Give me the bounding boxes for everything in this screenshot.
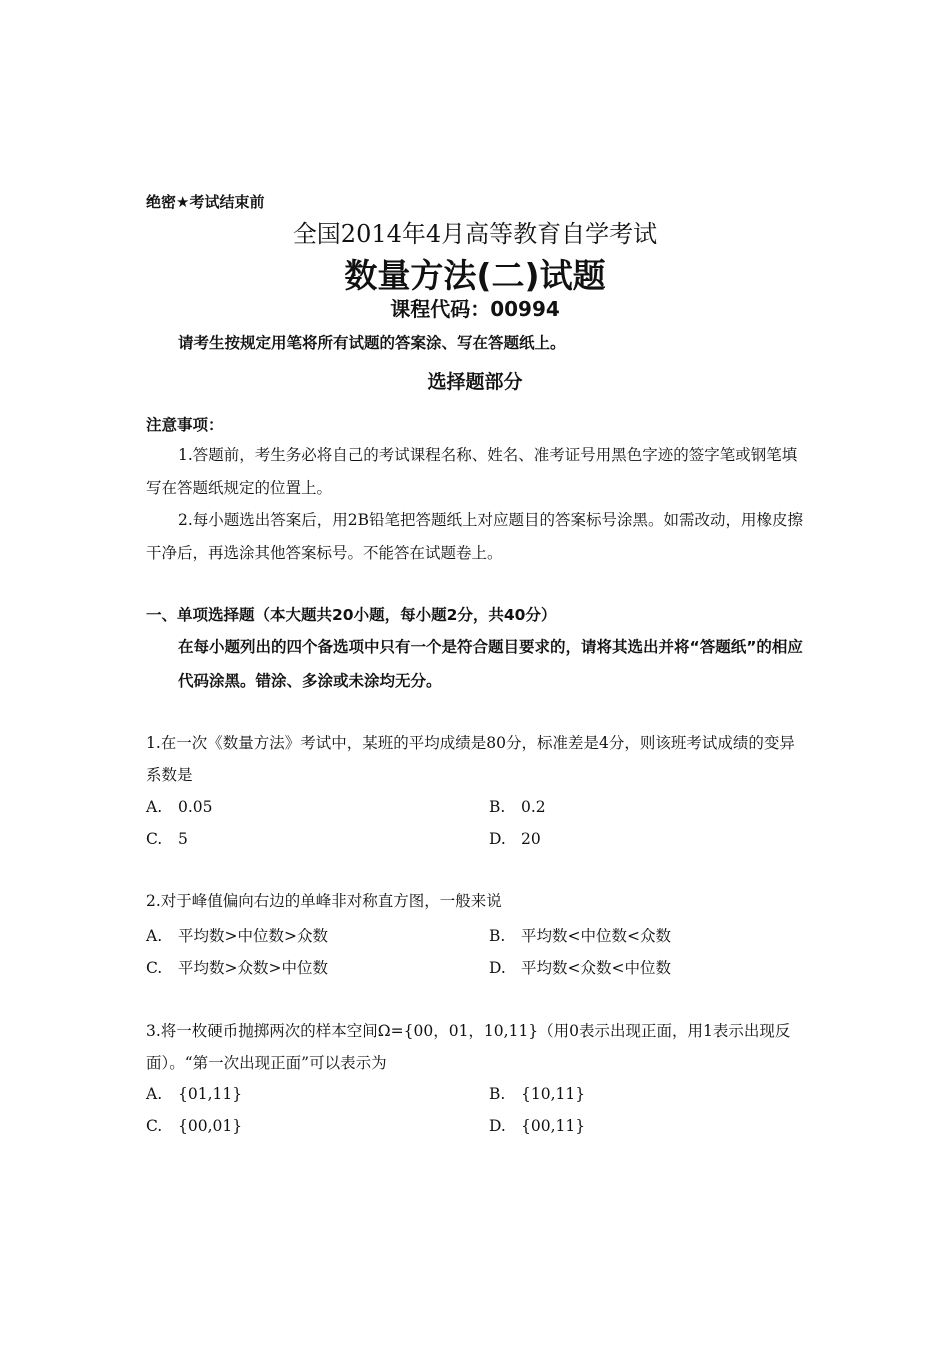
question-3-stem: 3.将一枚硬币抛掷两次的样本空间Ω={00，01，10,11}（用0表示出现正面，用1表示出现反面）。“第一次出现正面”可以表示为 xyxy=(146,1022,791,1072)
option-letter: D. xyxy=(489,1117,506,1135)
option-text: 0.2 xyxy=(521,798,546,816)
section-heading: 一、单项选择题（本大题共20小题，每小题2分，共40分） xyxy=(146,606,557,624)
option-text: {01,11} xyxy=(178,1085,243,1103)
option-letter: A. xyxy=(146,1085,163,1103)
part-title: 选择题部分 xyxy=(427,371,523,393)
option-letter: B. xyxy=(489,1085,506,1103)
option-text: 平均数<中位数<众数 xyxy=(521,927,671,945)
question-2-option-c xyxy=(146,956,328,978)
question-2-option-a xyxy=(146,924,328,946)
option-letter: C. xyxy=(146,830,163,848)
option-letter: C. xyxy=(146,1117,163,1135)
question-3-option-c xyxy=(146,1117,242,1135)
question-1-stem: 1.在一次《数量方法》考试中，某班的平均成绩是80分，标准差是4分，则该班考试成绩的变异系数是 xyxy=(146,734,795,784)
option-text: 5 xyxy=(178,830,188,848)
question-3-option-b xyxy=(489,1085,585,1103)
option-text: 平均数<众数<中位数 xyxy=(521,959,671,977)
option-letter: C. xyxy=(146,959,163,977)
option-letter: B. xyxy=(489,798,506,816)
question-1-option-b xyxy=(489,798,546,816)
question-3-option-a xyxy=(146,1085,242,1103)
note-item-2: 2.每小题选出答案后，用2B铅笔把答题纸上对应题目的答案标号涂黑。如需改动，用橡皮擦干净后，再选涂其他答案标号。不能答在试题卷上。 xyxy=(146,511,804,562)
option-letter: A. xyxy=(146,927,163,945)
course-code: 课程代码：00994 xyxy=(390,297,560,321)
section-description: 在每小题列出的四个备选项中只有一个是符合题目要求的，请将其选出并将“答题纸”的相应代码涂黑。错涂、多涂或未涂均无分。 xyxy=(178,638,803,690)
option-text: 平均数>众数>中位数 xyxy=(178,959,328,977)
option-text: {00,11} xyxy=(521,1117,586,1135)
notes-heading: 注意事项： xyxy=(146,416,224,434)
question-3-option-d xyxy=(489,1117,585,1135)
option-text: {00,01} xyxy=(178,1117,243,1135)
question-2-option-b xyxy=(489,924,671,946)
option-letter: B. xyxy=(489,927,506,945)
question-2-stem: 2.对于峰值偏向右边的单峰非对称直方图，一般来说 xyxy=(146,892,502,910)
option-text: 0.05 xyxy=(178,798,213,816)
exam-title: 全国2014年4月高等教育自学考试 xyxy=(292,220,658,248)
question-1-option-c xyxy=(146,830,188,848)
option-letter: A. xyxy=(146,798,163,816)
subject-title: 数量方法(二)试题 xyxy=(344,256,606,295)
secret-mark: 绝密★考试结束前 xyxy=(146,193,265,211)
question-1-option-a xyxy=(146,798,213,816)
option-text: {10,11} xyxy=(521,1085,586,1103)
question-1-option-d xyxy=(489,830,541,848)
question-2-option-d xyxy=(489,956,671,978)
option-text: 平均数>中位数>众数 xyxy=(178,927,328,945)
option-text: 20 xyxy=(521,830,541,848)
instruction-text: 请考生按规定用笔将所有试题的答案涂、写在答题纸上。 xyxy=(178,334,566,352)
option-letter: D. xyxy=(489,959,506,977)
option-letter: D. xyxy=(489,830,506,848)
note-item-1: 1.答题前，考生务必将自己的考试课程名称、姓名、准考证号用黑色字迹的签字笔或钢笔填写在答题纸规定的位置上。 xyxy=(146,446,798,497)
